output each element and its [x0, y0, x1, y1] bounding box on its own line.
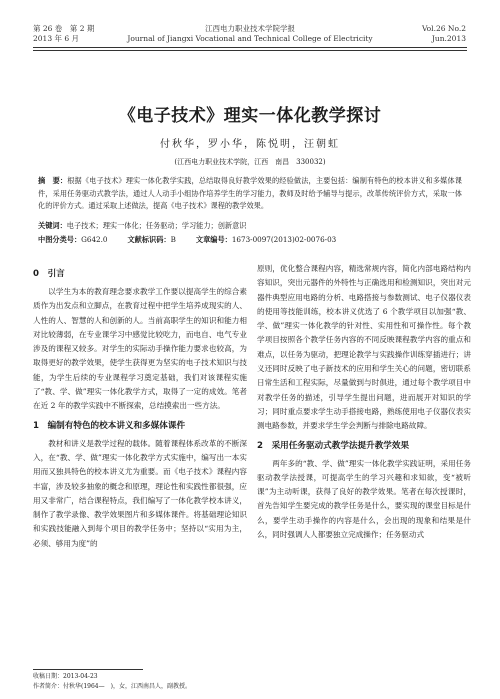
keywords	[38, 220, 462, 232]
author-bio: 作者简介：付秋华(1964— )，女，江西南昌人，副教授。	[33, 683, 191, 690]
section-1-paragraph: 教材和讲义是教学过程的载体。随着课程体系改革的不断深入，在“教、学、做”理实一体化教学方式实施中，编写出一本实用而又独具特色的校本讲义尤为重要。而《电子技术》课程内容丰富，涉及较多抽象的概念和原理，理论性和实践性都很强，应用又非常广，结合课程特点，我们编写了一体化教学校本讲义，制作了教学录像、教学效果图片和多媒体课件。将基础理论知识和实践技能融入到每个项目的教学任务中；坚持以“实用为主，必须、够用为度”的	[33, 438, 247, 548]
footnote	[33, 672, 191, 692]
classification-info	[38, 234, 462, 246]
body-column-left	[33, 262, 247, 551]
intro-paragraph: 以学生为本的教育理念要求教学工作要以提高学生的综合素质作为出发点和立脚点，在教育过程中把学生培养成现实的人、人性的人、智慧的人和创新的人。当前高职学生的知识和能力相对比较薄弱，在专业课学习中感觉比较吃力，而电自、电气专业涉及的课程又较多。对学生的实际动手操作能力要求也较高，为取得更好的教学效果，使学生获得更为坚实的电子技术知识与技能，为学生后续的专业课程学习奠定基础，我们对该课程实施了“教、学、做”理实一体化教学方式，取得了一定的成效。笔者在近 2 年的教学实践中不断探索，总结摸索出一些方法。	[33, 287, 247, 411]
paper-affiliation: (江西电力职业技术学院，江西 南昌 330032)	[174, 158, 326, 166]
section-2-paragraph: 两年多的“教、学、做”理实一体化教学实践证明，采用任务驱动教学法授课，可提高学生的学习兴趣和求知欲，变“被听课”为主动听课，获得了良好的教学效果。笔者在每次授课时，首先告知学生要完成的教学任务是什么，要实现的课堂目标是什么，要学生动手操作的内容是什么，会出现的现象和结果是什么，同时强调人人都要独立完成操作；任务驱动式	[257, 458, 471, 540]
document-code	[127, 234, 175, 246]
journal-name-en: Journal of Jiangxi Vocational and Technical College of Electricity	[127, 34, 373, 43]
clc-number	[38, 234, 107, 246]
body-column-right	[257, 262, 471, 542]
received-date: 收稿日期：2013-04-23	[33, 673, 98, 680]
article-number	[196, 234, 336, 246]
doc-code-label: 文献标识码：	[127, 235, 171, 244]
section-heading-intro: 0 引言	[33, 269, 65, 279]
date-en-text: Jun.2013	[431, 34, 466, 43]
volume-en-text: Vol.26 No.2	[421, 24, 466, 33]
volume-issue-text: 第 26 卷 第 2 期	[33, 24, 95, 33]
abstract-label: 摘 要：	[38, 176, 68, 185]
issue-date-text: 2013 年 6 月	[33, 34, 80, 43]
keywords-label: 关键词：	[38, 221, 67, 230]
keywords-text: 电子技术；理实一体化；任务驱动；学习能力；创新意识	[66, 221, 247, 230]
clc-label: 中图分类号：	[38, 235, 82, 244]
section-heading-1: 1 编制有特色的校本讲义和多媒体课件	[33, 420, 186, 431]
footnote-rule	[33, 669, 143, 670]
doc-code-value: B	[170, 235, 176, 244]
journal-name-cn: 江西电力职业技术学院学报	[205, 24, 295, 33]
journal-volume-en	[422, 24, 466, 44]
header-rule-top	[33, 47, 467, 48]
abstract-text: 根据《电子技术》理实一体化教学实践，总结取得良好教学效果的经验做法，主要包括：编制有特色的校本讲义和多媒体课件，采用任务驱动式教学法，通过人人动手小组协作培养学生的学习能力，教师及时给予辅导与提示，改革传统评价方式，采取一体化的评价方式。通过采取上述做法，提高《电子技术》课程的教学效果。	[38, 176, 462, 211]
section-1-continued-paragraph: 原则，优化整合课程内容，精选常规内容，简化内部电路结构内容知识，突出元器件的外特性与正确选用和检测知识，突出对元器件典型应用电路的分析、电路搭接与参数测试、电子仪器仪表的使用等技能训练，校本讲义优选了 6 个教学项目以加强“教、学、做”理实一体化教学的针对性、实用性和可操作性。每个教学项目按照各个教学任务内容的不同反映课程教学内容的重点和难点，以任务为驱动，把理论教学与实践操作训练穿插进行；讲义还同时反映了电子新技术的应用和学生关心的问题，密切联系日常生活和工程实际，尽量做到与时俱进，通过每个教学项目中对教学任务的描述，引导学生提出问题，进而展开对知识的学习；同时重点要求学生动手搭接电路，熟练使用电子仪器仪表实测电路参数，并要求学生学会判断与排除电路故障。	[257, 264, 471, 431]
article-no-value: 1673-0097(2013)02-0076-03	[231, 235, 337, 244]
article-no-label: 文章编号：	[195, 235, 232, 244]
section-heading-2: 2 采用任务驱动式教学法提升教学效果	[257, 440, 410, 451]
header-rule-bottom	[33, 50, 467, 51]
paper-authors: 付秋华，罗小华，陈悦明，汪朝虹	[160, 139, 340, 150]
abstract	[38, 175, 462, 213]
clc-value: G642.0	[81, 235, 108, 244]
paper-title: 《电子技术》理实一体化教学探讨	[118, 106, 382, 126]
